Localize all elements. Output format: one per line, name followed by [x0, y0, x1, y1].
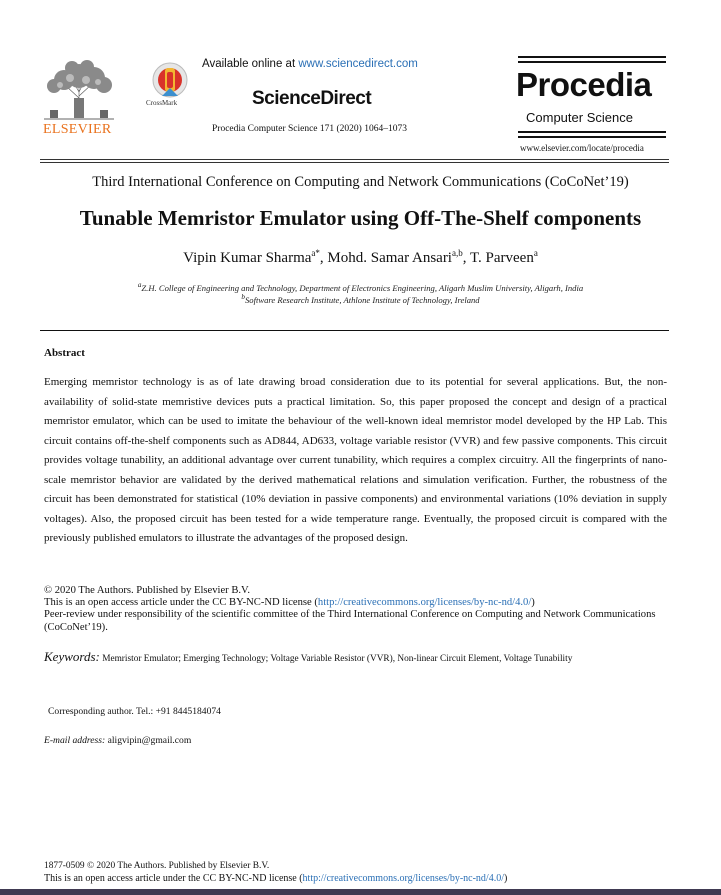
affiliation-text: Z.H. College of Engineering and Technology, Department of Electronics Engineering, Aligarh Muslim University, Aligarh, India	[141, 282, 584, 293]
sciencedirect-wordmark: ScienceDirect	[252, 88, 372, 109]
paper-title: Tunable Memristor Emulator using Off-The-Shelf components	[79, 206, 642, 230]
header-divider-2	[40, 162, 669, 163]
author-affil-sup: a*	[311, 248, 320, 258]
author-list: Vipin Kumar Sharma$^{a*}$, Mohd. Samar Ansari$^{a,b}$, T. Parveen$^a$	[183, 248, 538, 266]
copyright-block	[44, 585, 667, 634]
keywords-text: Memristor Emulator; Emerging Technology; Voltage Variable Resistor (VVR), Non-linear Circuit Element, Voltage Tunability	[102, 654, 573, 664]
procedia-brand: Procedia	[516, 66, 652, 103]
footer-license	[44, 873, 507, 884]
procedia-rule-bottom	[518, 131, 666, 141]
affiliation-a	[0, 281, 721, 293]
license-line	[44, 597, 667, 609]
author-name: Mohd. Samar Ansari	[327, 250, 452, 266]
available-online-prefix: Available online at	[202, 58, 299, 70]
keywords	[44, 649, 667, 665]
conference-name: Third International Conference on Computing and Network Communications (CoCoNet’19)	[92, 174, 629, 190]
procedia-rule-top	[518, 56, 666, 66]
header-divider	[40, 159, 669, 160]
viewer-bottom-bar	[0, 889, 721, 895]
peer-review-line: Peer-review under responsibility of the scientific committee of the Third International Conference on Computing and Network Communications (CoCoNet’19).	[44, 609, 656, 633]
author-name: Vipin Kumar Sharma	[183, 250, 312, 266]
affiliation-sup: b	[241, 293, 245, 301]
crossmark-label: CrossMark	[146, 99, 178, 107]
available-online-text	[202, 58, 418, 70]
author-affil-sup: a,b	[451, 248, 463, 258]
license-suffix: )	[531, 597, 535, 609]
license-link[interactable]: http://creativecommons.org/licenses/by-nc-nd/4.0/	[317, 597, 532, 609]
email-address[interactable]: aligvipin@gmail.com	[107, 735, 192, 746]
abstract-heading: Abstract	[44, 347, 85, 359]
email-label: E-mail address:	[44, 735, 106, 746]
journal-reference: Procedia Computer Science 171 (2020) 1064–1073	[212, 124, 407, 134]
copyright-line: © 2020 The Authors. Published by Elsevier B.V.	[44, 585, 250, 596]
abstract-body: Emerging memristor technology is as of late drawing broad consideration due to its potential for several applications. But, the non-availability of solid-state memristive devices puts a practical limitation. So, this paper proposed the concept and design of a practical memristor emulator, which can be used to imitate the behaviour of the well-known ideal memristor model developed by the HP Lab. This circuit contains off-the-shelf components such as AD844, AD633, voltage variable resistor (VVR) and few passive components. This circuit provides voltage tunability, an additional advantage over current tunability, which requires a complex circuitry. All the fingerprints of nano-scale memristor behavior are validated by the derived mathematical relations and simulation verification. Further, the robustness of the circuit has been demonstrated for statistical (10% deviation in passive components) and environmental variations (10% deviation in supply voltages). Also, the proposed circuit has been tested for a wide temperature range. Eventually, the proposed circuit is compared with the previously published emulators to illustrate the advantages of the proposed design.	[44, 376, 667, 544]
email-footnote	[44, 735, 191, 746]
journal-url[interactable]: www.elsevier.com/locate/procedia	[520, 143, 644, 153]
elsevier-wordmark: ELSEVIER	[43, 122, 112, 137]
section-divider	[40, 330, 669, 331]
affiliation-sup: a	[137, 281, 142, 289]
corresponding-author: Corresponding author. Tel.: +91 8445184074	[48, 706, 221, 717]
affiliation-text: Software Research Institute, Athlone Institute of Technology, Ireland	[244, 294, 480, 305]
footer-issn: 1877-0509 © 2020 The Authors. Published by Elsevier B.V.	[44, 861, 270, 871]
license-prefix: This is an open access article under the CC BY-NC-ND license (	[44, 597, 318, 609]
procedia-subtitle: Computer Science	[526, 110, 633, 125]
footer-license-suffix: )	[503, 873, 508, 884]
footer-license-link[interactable]: http://creativecommons.org/licenses/by-nc-nd/4.0/	[302, 873, 504, 884]
keywords-label: Keywords:	[44, 649, 100, 664]
author-name: T. Parveen	[469, 250, 534, 266]
author-affil-sup: a	[533, 248, 538, 258]
affiliation-b	[0, 293, 721, 305]
sciencedirect-link[interactable]: www.sciencedirect.com	[298, 58, 418, 70]
footer-license-prefix: This is an open access article under the CC BY-NC-ND license (	[44, 873, 303, 884]
